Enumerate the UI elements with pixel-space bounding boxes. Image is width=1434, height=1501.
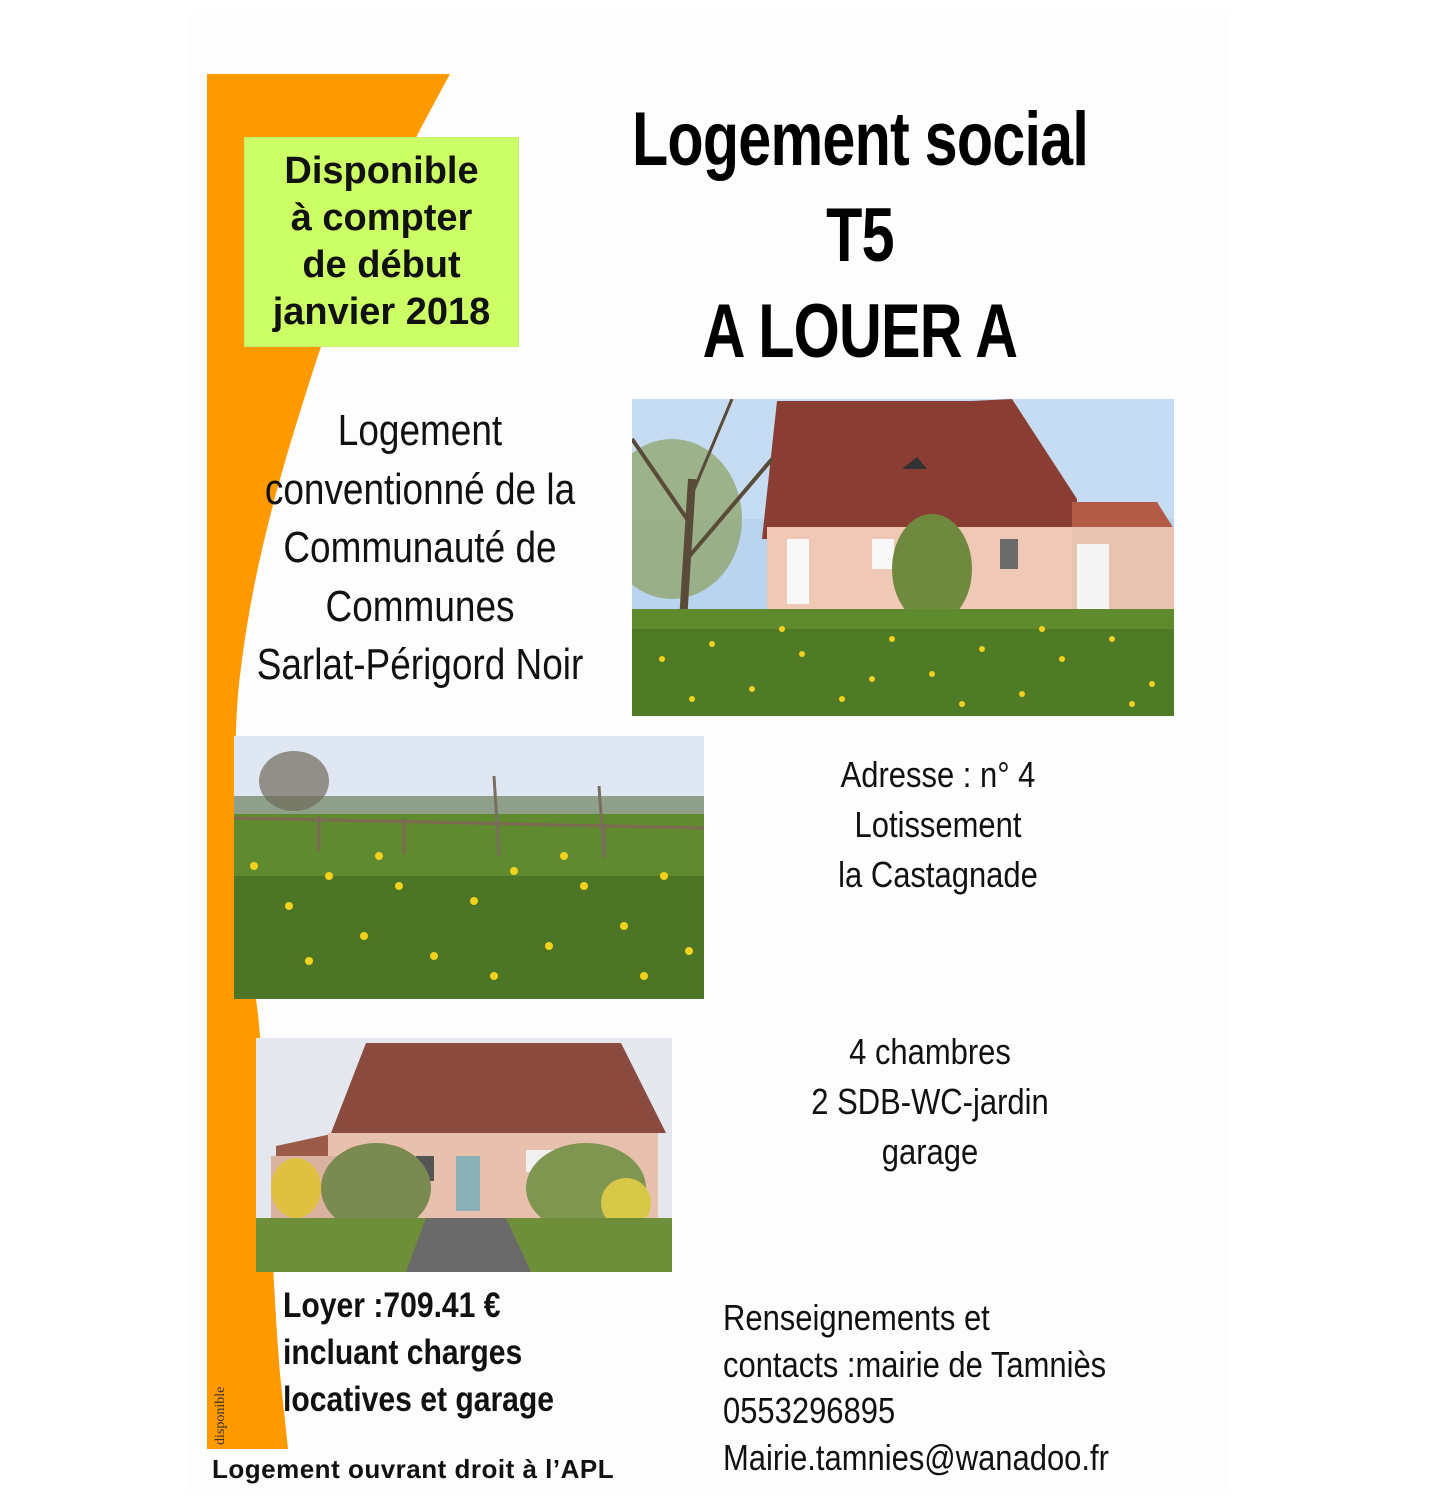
badge-line: à compter: [290, 197, 473, 239]
convention-line: Communauté de: [283, 523, 557, 572]
contact-line: contacts :mairie de Tamniès: [723, 1343, 1107, 1385]
features-block: [760, 1027, 1100, 1177]
rent-line: incluant charges: [283, 1333, 523, 1372]
address-line: Lotissement: [854, 804, 1022, 845]
badge-line: de début: [302, 244, 461, 286]
feature-line: garage: [881, 1131, 979, 1172]
rent-block: [283, 1282, 643, 1423]
title-line: A LOUER A: [702, 289, 1018, 374]
convention-line: Sarlat-Périgord Noir: [256, 640, 584, 689]
contact-line: 0553296895: [723, 1390, 896, 1431]
feature-line: 4 chambres: [849, 1031, 1011, 1072]
address-line: la Castagnade: [838, 854, 1038, 895]
apl-note: Logement ouvrant droit à l’APL: [212, 1454, 615, 1484]
side-label: disponible: [213, 1386, 228, 1445]
address-block: [778, 750, 1098, 900]
availability-badge: [245, 138, 518, 346]
house-front-photo: [632, 399, 1174, 716]
convention-text: [215, 402, 625, 695]
badge-line: Disponible: [284, 150, 479, 192]
contact-block: [723, 1295, 1203, 1481]
title-line: T5: [826, 193, 894, 278]
feature-line: 2 SDB-WC-jardin: [811, 1081, 1049, 1122]
badge-line: janvier 2018: [272, 291, 491, 333]
rent-line: locatives et garage: [283, 1380, 555, 1419]
address-line: Adresse : n° 4: [840, 754, 1036, 795]
convention-line: Communes: [325, 581, 515, 631]
meadow-photo: [234, 736, 704, 999]
contact-line: Renseignements et: [723, 1297, 990, 1338]
convention-line: Logement: [337, 406, 503, 455]
convention-line: conventionné de la: [264, 464, 576, 514]
title-line: Logement social: [631, 97, 1089, 182]
contact-email[interactable]: Mairie.tamnies@wanadoo.fr: [723, 1436, 1109, 1478]
rent-line: Loyer :709.41 €: [283, 1286, 501, 1325]
house-entrance-photo: [256, 1038, 672, 1272]
